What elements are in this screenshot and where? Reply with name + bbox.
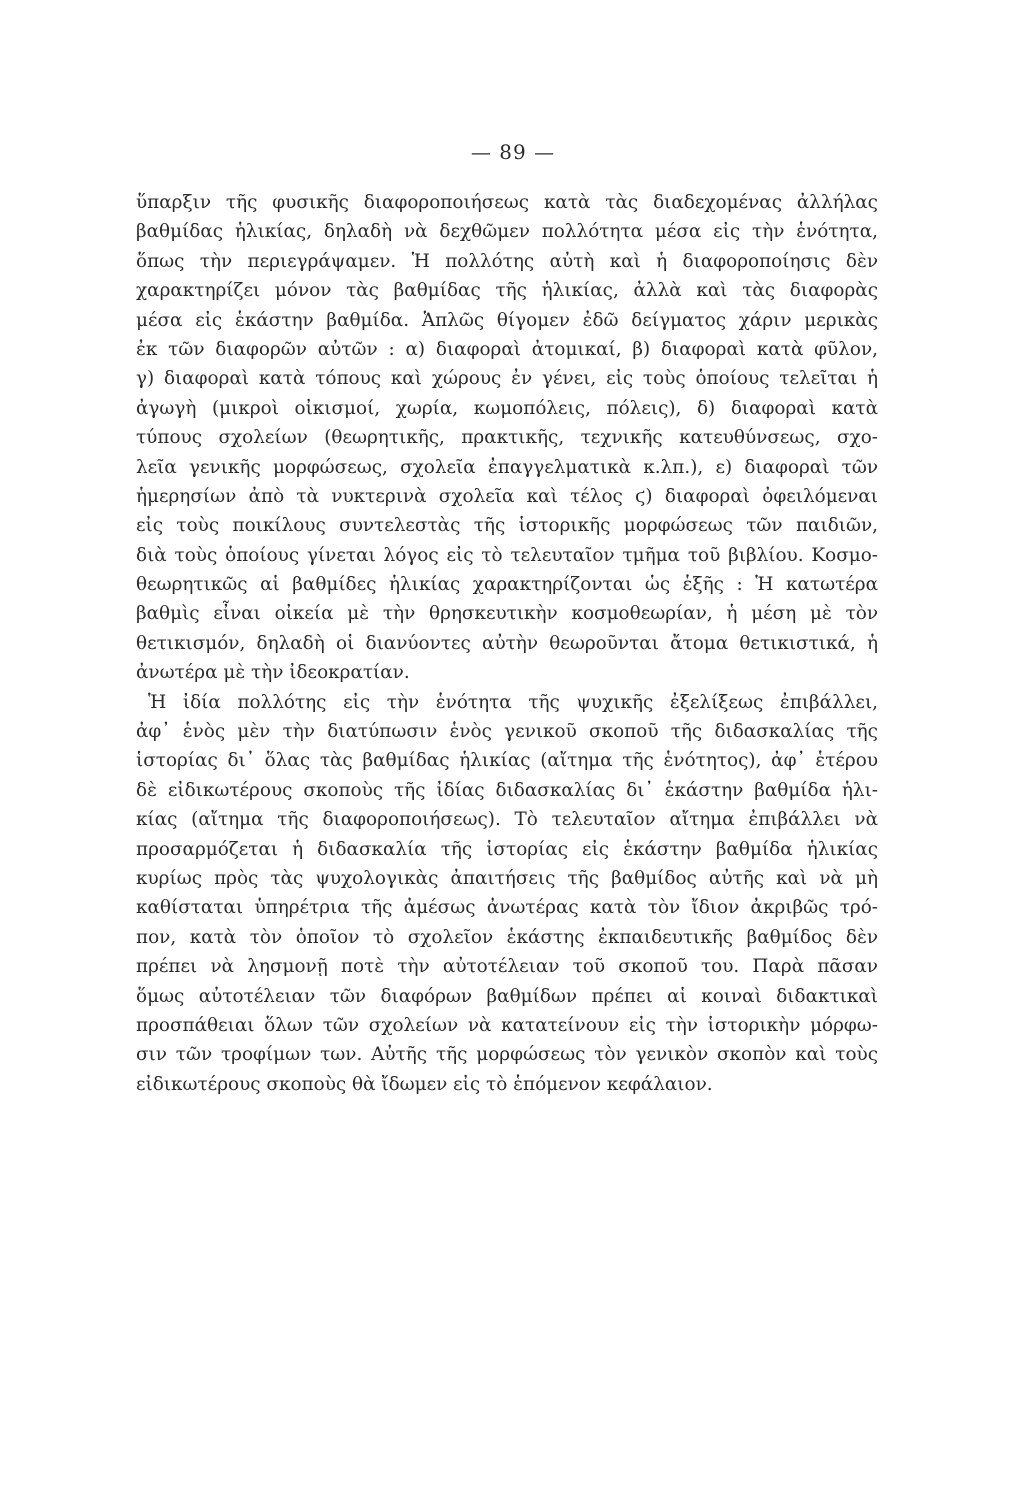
text-line: μέσα εἰς ἑκάστην βαθμίδα. Ἁπλῶς θίγομεν ἐδῶ δείγματος χάριν μερικὰς — [136, 309, 878, 331]
text-line: χαρακτηρίζει μόνον τὰς βαθμίδας τῆς ἡλικίας, ἀλλὰ καὶ τὰς διαφορὰς — [136, 280, 878, 302]
text-line: ἐκ τῶν διαφορῶν αὐτῶν : α) διαφοραὶ ἀτομικαί, β) διαφοραὶ κατὰ φῦλον, — [136, 338, 878, 360]
text-line: ἀνωτέρα μὲ τὴν ἰδεοκρατίαν. — [136, 662, 410, 684]
text-line: εἰδικωτέρους σκοποὺς θὰ ἴδωμεν εἰς τὸ ἑπόμενον κεφάλαιον. — [136, 1073, 713, 1095]
text-line: ἀγωγὴ (μικροὶ οἰκισμοί, χωρία, κωμοπόλεις, πόλεις), δ) διαφοραὶ κατὰ — [136, 397, 878, 419]
text-line: σιν τῶν τροφίμων των. Αὐτῆς τῆς μορφώσεως τὸν γενικὸν σκοπὸν καὶ τοὺς — [136, 1044, 878, 1066]
text-line: θεωρητικῶς αἱ βαθμίδες ἡλικίας χαρακτηρίζονται ὡς ἑξῆς : Ἡ κατωτέρα — [136, 574, 878, 596]
text-line: πρέπει νὰ λησμονῇ ποτὲ τὴν αὐτοτέλειαν τοῦ σκοποῦ του. Παρὰ πᾶσαν — [136, 956, 878, 978]
text-line: θετικισμόν, δηλαδὴ οἱ διανύοντες αὐτὴν θεωροῦνται ἄτομα θετικιστικά, ἡ — [136, 632, 878, 654]
text-line: ὕπαρξιν τῆς φυσικῆς διαφοροποιήσεως κατὰ τὰς διαδεχομένας ἀλλήλας — [136, 192, 878, 213]
text-line: ἱστορίας δι᾽ ὅλας τὰς βαθμίδας ἡλικίας (αἴτημα τῆς ἑνότητος), ἀφ᾽ ἑτέρου — [136, 750, 878, 772]
text-line: ἡμερησίων ἀπὸ τὰ νυκτερινὰ σχολεῖα καὶ τέλος ϛ) διαφοραὶ ὀφειλόμεναι — [136, 485, 878, 507]
text-line: εἰς τοὺς ποικίλους συντελεστὰς τῆς ἱστορικῆς μορφώσεως τῶν παιδιῶν, — [136, 515, 878, 537]
text-line: κίας (αἴτημα τῆς διαφοροποιήσεως). Τὸ τελευταῖον αἴτημα ἐπιβάλλει νὰ — [136, 809, 878, 831]
text-line: κυρίως πρὸς τὰς ψυχολογικὰς ἀπαιτήσεις τῆς βαθμίδος αὐτῆς καὶ νὰ μὴ — [136, 867, 878, 889]
text-line: ἀφ᾽ ἑνὸς μὲν τὴν διατύπωσιν ἑνὸς γενικοῦ σκοποῦ τῆς διδασκαλίας τῆς — [136, 721, 878, 743]
text-line: βαθμίδας ἡλικίας, δηλαδὴ νὰ δεχθῶμεν πολλότητα μέσα εἰς τὴν ἑνότητα, — [136, 221, 878, 243]
text-line: προσαρμόζεται ἡ διδασκαλία τῆς ἱστορίας εἰς ἑκάστην βαθμίδα ἡλικίας — [136, 838, 878, 860]
body-text — [136, 188, 878, 1099]
text-line: ὅμως αὐτοτέλειαν τῶν διαφόρων βαθμίδων πρέπει αἱ κοιναὶ διδακτικαὶ — [136, 985, 878, 1007]
text-line: λεῖα γενικῆς μορφώσεως, σχολεῖα ἐπαγγελματικὰ κ.λπ.), ε) διαφοραὶ τῶν — [136, 456, 878, 478]
text-line: τύπους σχολείων (θεωρητικῆς, πρακτικῆς, τεχνικῆς κατευθύνσεως, σχο- — [136, 427, 878, 449]
page-number: — 89 — — [470, 140, 556, 164]
text-line: βαθμὶς εἶναι οἰκεία μὲ τὴν θρησκευτικὴν κοσμοθεωρίαν, ἡ μέση μὲ τὸν — [136, 603, 878, 625]
text-line: γ) διαφοραὶ κατὰ τόπους καὶ χώρους ἐν γένει, εἰς τοὺς ὁποίους τελεῖται ἡ — [136, 368, 878, 390]
text-line: καθίσταται ὑπηρέτρια τῆς ἀμέσως ἀνωτέρας κατὰ τὸν ἴδιον ἀκριβῶς τρό- — [136, 897, 878, 919]
text-line: προσπάθειαι ὅλων τῶν σχολείων νὰ κατατείνουν εἰς τὴν ἱστορικὴν μόρφω- — [136, 1014, 878, 1036]
text-line: πον, κατὰ τὸν ὁποῖον τὸ σχολεῖον ἑκάστης ἐκπαιδευτικῆς βαθμίδος δὲν — [136, 926, 878, 948]
text-line: δὲ εἰδικωτέρους σκοποὺς τῆς ἰδίας διδασκαλίας δι᾽ ἑκάστην βαθμίδα ἡλι- — [136, 779, 878, 801]
text-line: ὅπως τὴν περιεγράψαμεν. Ἡ πολλότης αὐτὴ καὶ ἡ διαφοροποίησις δὲν — [136, 250, 878, 272]
text-line: διὰ τοὺς ὁποίους γίνεται λόγος εἰς τὸ τελευταῖον τμῆμα τοῦ βιβλίου. Κοσμο- — [136, 544, 878, 566]
text-line: Ἡ ἰδία πολλότης εἰς τὴν ἑνότητα τῆς ψυχικῆς ἐξελίξεως ἐπιβάλλει, — [148, 691, 878, 713]
